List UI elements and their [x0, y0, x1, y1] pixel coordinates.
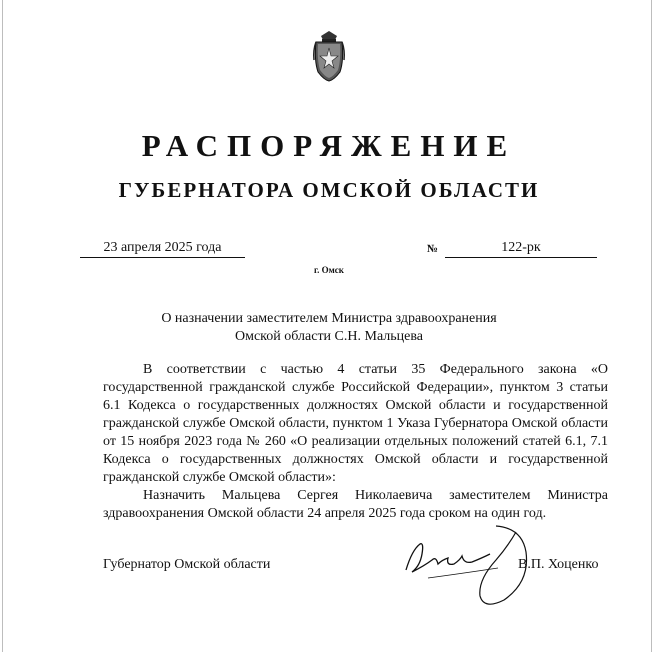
subject-line-1: О назначении заместителем Министра здравоохранения [161, 311, 497, 326]
document-subject [120, 310, 538, 346]
signatory-name: В.П. Хоценко [518, 557, 599, 572]
handwritten-signature-icon [398, 520, 538, 610]
body-paragraph-2: Назначить Мальцева Сергея Николаевича заместителем Министра здравоохранения Омской области 24 апреля 2025 года сроком на один год. [103, 488, 608, 521]
document-body [103, 361, 608, 523]
document-subtitle: ГУБЕРНАТОРА ОМСКОЙ ОБЛАСТИ [118, 178, 540, 202]
right-border-line [651, 0, 652, 652]
body-paragraph-1: В соответствии с частью 4 статьи 35 Федерального закона «О государственной гражданской службе Российской Федерации», пунктом 3 статьи 6.1 Кодекса о государственных должностях Омской области и государственной гражданской службе Омской области, пунктом 1 Указа Губернатора Омской области от 15 ноября 2023 года № 260 «О реализации отдельных положений статей 6.1, 7.1 Кодекса о государственных должностях Омской области и государственной гражданской службе Омской области»: [103, 362, 608, 485]
coat-of-arms-icon [312, 30, 346, 82]
document-date: 23 апреля 2025 года [80, 240, 245, 258]
left-border-line [2, 0, 3, 652]
document-number: 122-рк [445, 240, 597, 258]
document-title: РАСПОРЯЖЕНИЕ [141, 128, 517, 163]
number-label: № [427, 243, 439, 255]
subject-line-2: Омской области С.Н. Мальцева [234, 329, 423, 344]
document-city: г. Омск [314, 265, 344, 275]
signatory-position: Губернатор Омской области [103, 557, 271, 572]
